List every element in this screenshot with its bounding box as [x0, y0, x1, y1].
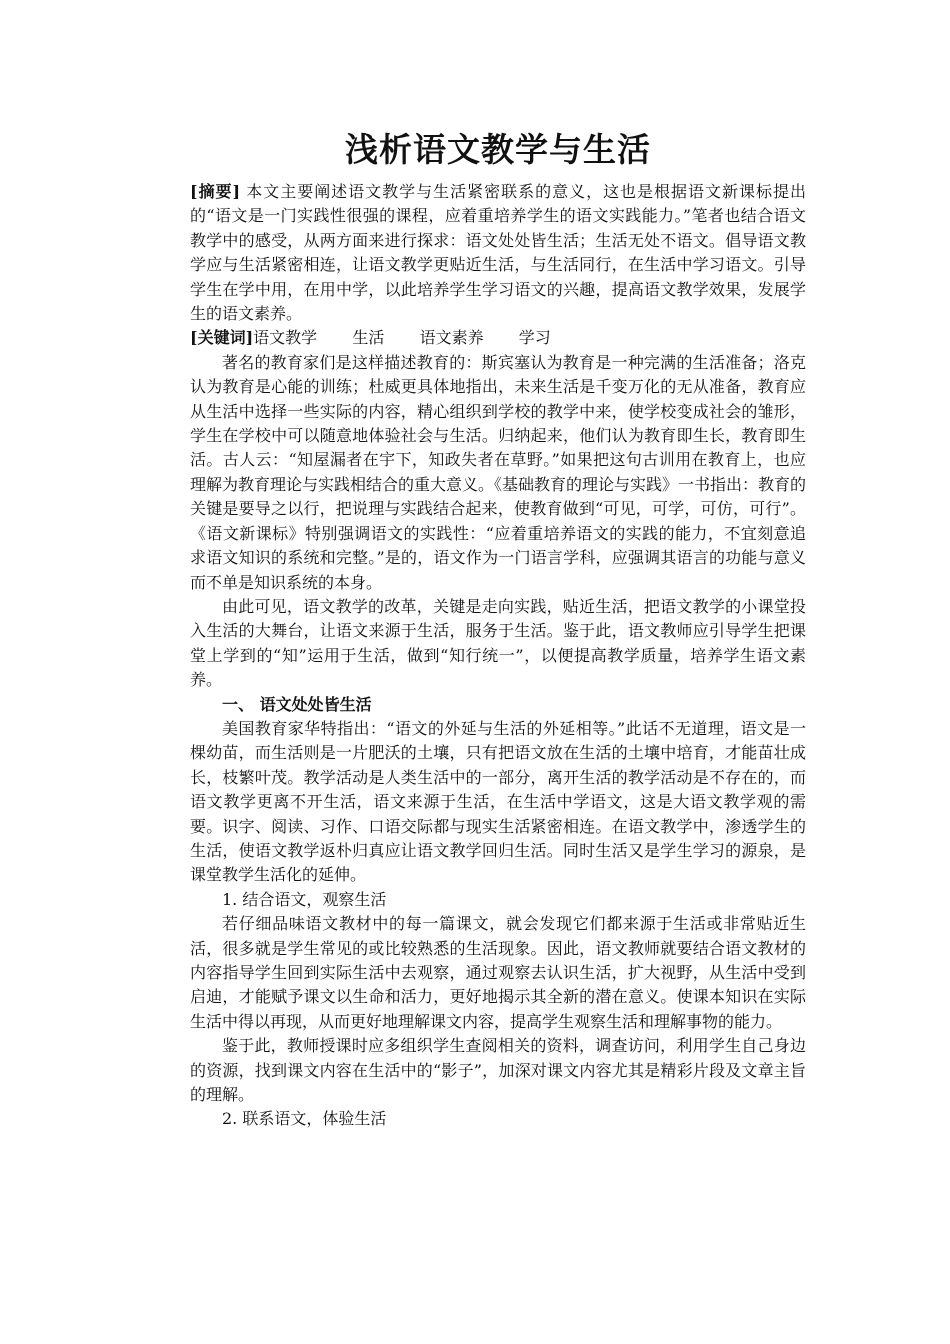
subsection-heading: 2. 联系语文，体验生活	[222, 1109, 387, 1129]
body-paragraph: 美国教育家华特指出：“语文的外延与生活的外延相等。”此话不无道理，语文是一棵幼苗，而生活则是一片肥沃的土壤，只有把语文放在生活的土壤中培育，才能苗壮成长，枝繁叶茂。教学活动是人类生活中的一部分，离开生活的教学活动是不存在的，而语文教学更离不开生活，语文来源于生活，在生活中学语文，这是大语文教学观的需要。识字、阅读、习作、口语交际都与现实生活紧密相连。在语文教学中，渗透学生的生活，使语文教学返朴归真应让语文教学回归生活。同时生活又是学生学习的源泉，是课堂教学生活化的延伸。	[190, 718, 806, 885]
body-paragraph: 若仔细品味语文教材中的每一篇课文，就会发现它们都来源于生活或非常贴近生活，很多就是学生常见的或比较熟悉的生活现象。因此，语文教师就要结合语文教材的内容指导学生回到实际生活中去观察，通过观察去认识生活，扩大视野，从生活中受到启迪，才能赋予课文以生命和活力，更好地揭示其全新的潜在意义。使课本知识在实际生活中得以再现，从而更好地理解课文内容，提高学生观察生活和理解事物的能力。	[190, 914, 806, 1031]
keyword-item: 生活	[352, 328, 385, 348]
abstract-label: [摘要]	[190, 182, 241, 201]
body-paragraph: 著名的教育家们是这样描述教育的：斯宾塞认为教育是一种完满的生活准备；洛克认为教育是心能的训练；杜威更具体地指出，未来生活是千变万化的无从准备，教育应从生活中选择一些实际的内容，精心组织到学校的教学中来，使学校变成社会的雏形，学生在学校中可以随意地体验社会与生活。归纳起来，他们认为教育即生长，教育即生活。古人云：“知屋漏者在宇下，知政失者在草野。”如果把这句古训用在教育上，也应理解为教育理论与实践相结合的重大意义。《基础教育的理论与实践》一书指出：教育的关键是要导之以行，把说理与实践结合起来，使教育做到“可见，可学，可仿，可行”。《语文新课标》特别强调语文的实践性：“应着重培养语文的实践的能力，不宜刻意追求语文知识的系统和完整。”是的，语文作为一门语言学科，应强调其语言的功能与意义而不单是知识系统的本身。	[190, 352, 807, 592]
keyword-item: 语文素养	[419, 328, 484, 348]
abstract-text: 本文主要阐述语文教学与生活紧密联系的意义，这也是根据语文新课标提出的“语文是一门实践性很强的课程，应着重培养学生的语文实践能力。”笔者也结合语文教学中的感受，从两方面来进行探求：语文处处皆生活；生活无处不语文。倡导语文教学应与生活紧密相连，让语文教学更贴近生活，与生活同行，在生活中学习语文。引导学生在学中用，在用中学，以此培养学生学习语文的兴趣，提高语文教学效果，发展学生的语文素养。	[190, 182, 806, 324]
subsection-heading: 1. 结合语文，观察生活	[222, 889, 387, 909]
body-paragraph: 鉴于此，教师授课时应多组织学生查阅相关的资料，调查访问，利用学生自己身边的资源，找到课文内容在生活中的“影子”，加深对课文内容尤其是精彩片段及文章主旨的理解。	[190, 1036, 806, 1105]
section-heading: 一、 语文处处皆生活	[222, 694, 372, 714]
keyword-item: 语文教学	[253, 328, 318, 348]
body-paragraph: 由此可见，语文教学的改革，关键是走向实践，贴近生活，把语文教学的小课堂投入生活的大舞台，让语文来源于生活，服务于生活。鉴于此，语文教师应引导学生把课堂上学到的“知”运用于生活，做到“知行统一”，以便提高教学质量，培养学生语文素养。	[190, 596, 806, 690]
document-page	[190, 120, 806, 1132]
document-title: 浅析语文教学与生活	[345, 130, 651, 169]
keyword-item: 学习	[518, 328, 551, 348]
keywords-label: [关键词]	[190, 328, 254, 348]
abstract-paragraph	[190, 180, 806, 326]
keywords-line	[190, 326, 806, 350]
